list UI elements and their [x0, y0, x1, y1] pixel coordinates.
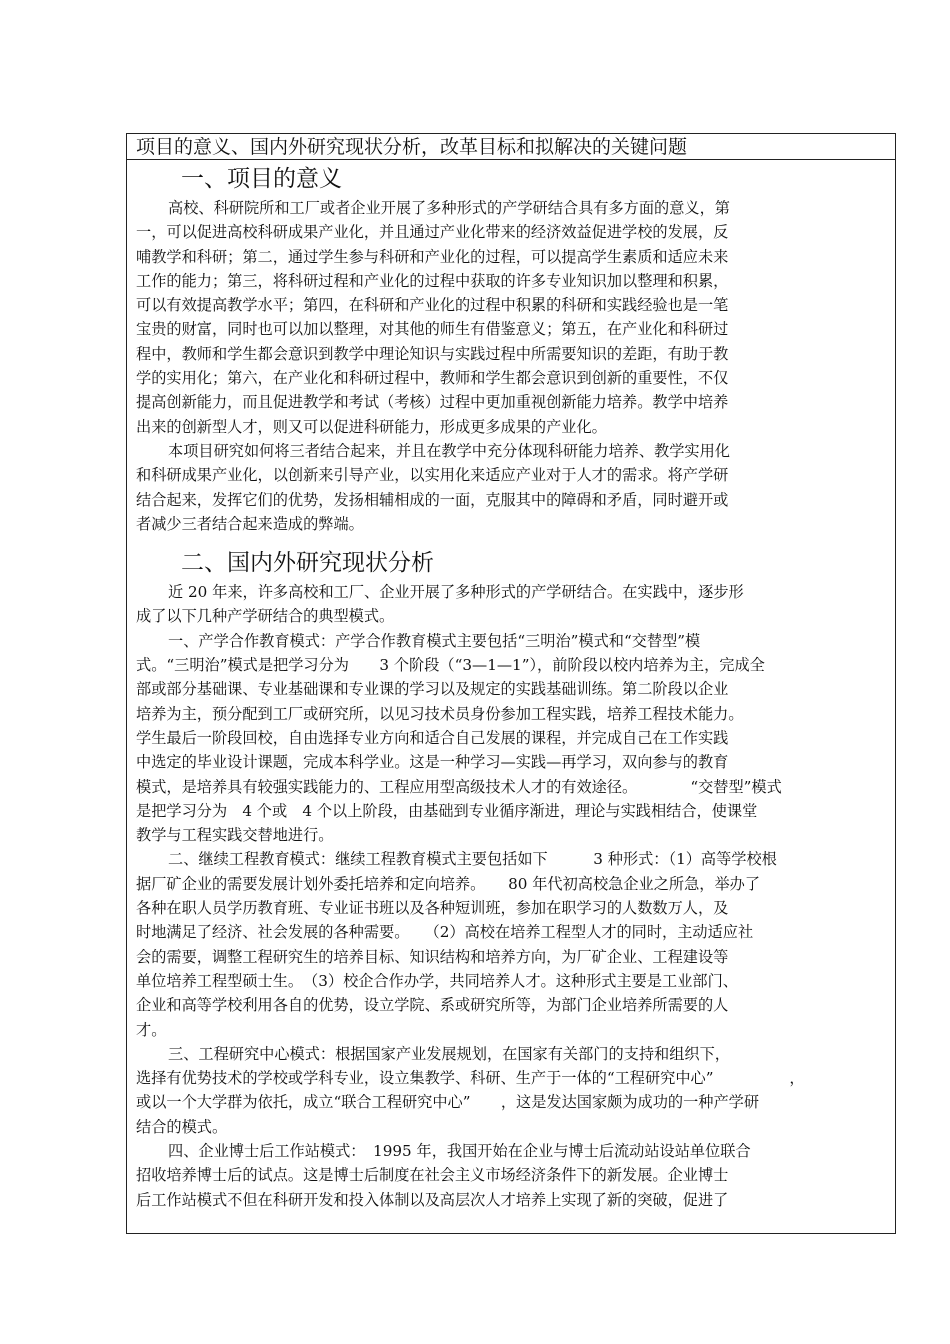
paragraph — [136, 847, 888, 1041]
paragraph-line: 单位培养工程型硕士生。 （3）校企合作办学，共同培养人才。这种形式主要是工业部门、 — [136, 971, 738, 990]
paragraph-line: 才。 — [136, 1020, 167, 1039]
paragraph-line: 后工作站模式不但在科研开发和投入体制以及高层次人才培养上实现了新的突破，促进了 — [136, 1190, 729, 1209]
paragraph-line: 选择有优势技术的学校或学科专业，设立集教学、科研、生产于一体的“工程研究中心” ， — [136, 1069, 805, 1088]
paragraph-line: 据厂矿企业的需要发展计划外委托培养和定向培养。 80 年代初高校急企业之所急，举办了 — [136, 874, 761, 893]
paragraph-line: 中选定的毕业设计课题，完成本科学业。这是一种学习—实践—再学习，双向参与的教育 — [136, 753, 729, 772]
section-title-2: 二、国内外研究现状分析 — [181, 550, 434, 577]
paragraph-line: 招收培养博士后的试点。这是博士后制度在社会主义市场经济条件下的新发展。企业博士 — [136, 1166, 729, 1185]
paragraph-line: 模式，是培养具有较强实践能力的、工程应用型高级技术人才的有效途径。 “交替型”模式 — [136, 777, 782, 796]
paragraph-line: 结合的模式。 — [136, 1117, 228, 1136]
paragraph — [136, 1042, 888, 1139]
table-header: 项目的意义、国内外研究现状分析，改革目标和拟解决的关键问题 — [136, 136, 688, 158]
paragraph — [136, 439, 888, 536]
paragraph-line: 高校、科研院所和工厂或者企业开展了多种形式的产学研结合具有多方面的意义，第 — [168, 199, 730, 217]
paragraph — [136, 580, 888, 629]
paragraph-line: 成了以下几种产学研结合的典型模式。 — [136, 607, 395, 626]
paragraph-line: 一、产学合作教育模式：产学合作教育模式主要包括“三明治”模式和“交替型”模 — [168, 631, 701, 650]
paragraph-line: 二、继续工程教育模式：继续工程教育模式主要包括如下 3 种形式：（1）高等学校根 — [168, 850, 777, 869]
paragraph — [136, 196, 888, 439]
paragraph-line: 培养为主，预分配到工厂或研究所，以见习技术员身份参加工程实践，培养工程技术能力。 — [136, 704, 744, 723]
paragraph-line: 四、企业博士后工作站模式： 1995 年，我国开始在企业与博士后流动站设站单位联合 — [168, 1141, 751, 1160]
header-divider — [127, 159, 895, 160]
paragraph-line: 近 20 年来，许多高校和工厂、企业开展了多种形式的产学研结合。在实践中，逐步形 — [168, 583, 744, 602]
section-title-1: 一、项目的意义 — [181, 166, 342, 192]
paragraph-line: 工作的能力；第三，将科研过程和产业化的过程中获取的许多专业知识加以整理和积累， — [136, 271, 729, 290]
paragraph-line: 宝贵的财富，同时也可以加以整理，对其他的师生有借鉴意义；第五，在产业化和科研过 — [136, 320, 729, 339]
paragraph-line: 式。“三明治”模式是把学习分为 3 个阶段（“3—1—1”），前阶段以校内培养为主，完成全 — [136, 656, 765, 675]
paragraph-line: 各种在职人员学历教育班、专业证书班以及各种短训班，参加在职学习的人数数万人，及 — [136, 899, 729, 918]
paragraph-line: 一，可以促进高校科研成果产业化，并且通过产业化带来的经济效益促进学校的发展，反 — [136, 223, 729, 242]
paragraph-line: 时地满足了经济、社会发展的各种需要。 （2）高校在培养工程型人才的同时，主动适应社 — [136, 923, 754, 942]
paragraph-line: 结合起来，发挥它们的优势，发扬相辅相成的一面，克服其中的障碍和矛盾，同时避开或 — [136, 490, 729, 509]
paragraph-line: 程中，教师和学生都会意识到教学中理论知识与实践过程中所需要知识的差距，有助于教 — [136, 344, 729, 363]
document-table — [126, 133, 896, 1234]
paragraph-line: 或以一个大学群为依托，成立“联合工程研究中心” ，这是发达国家颇为成功的一种产学研 — [136, 1093, 760, 1112]
paragraph-line: 部或部分基础课、专业基础课和专业课的学习以及规定的实践基础训练。第二阶段以企业 — [136, 680, 729, 699]
paragraph-line: 和科研成果产业化，以创新来引导产业，以实用化来适应产业对于人才的需求。将产学研 — [136, 466, 729, 485]
paragraph-line: 是把学习分为 4 个或 4 个以上阶段，由基础到专业循序渐进，理论与实践相结合，使课堂 — [136, 801, 758, 820]
paragraph-line: 三、工程研究中心模式：根据国家产业发展规划，在国家有关部门的支持和组织下， — [168, 1044, 730, 1063]
paragraph-line: 提高创新能力，而且促进教学和考试（考核）过程中更加重视创新能力培养。教学中培养 — [136, 393, 729, 412]
paragraph — [136, 1139, 888, 1212]
paragraph — [136, 629, 888, 848]
paragraph-line: 会的需要，调整工程研究生的培养目标、知识结构和培养方向，为厂矿企业、工程建设等 — [136, 947, 729, 966]
content-cell — [136, 162, 888, 1212]
paragraph-line: 出来的创新型人才，则又可以促进科研能力，形成更多成果的产业化。 — [136, 417, 607, 436]
paragraph-line: 教学与工程实践交替地进行。 — [136, 826, 334, 845]
paragraph-line: 企业和高等学校利用各自的优势，设立学院、系或研究所等，为部门企业培养所需要的人 — [136, 996, 729, 1015]
paragraph-line: 可以有效提高教学水平；第四，在科研和产业化的过程中积累的科研和实践经验也是一笔 — [136, 296, 729, 315]
paragraph-line: 本项目研究如何将三者结合起来，并且在教学中充分体现科研能力培养、教学实用化 — [168, 441, 730, 460]
paragraph-line: 学生最后一阶段回校，自由选择专业方向和适合自己发展的课程，并完成自己在工作实践 — [136, 728, 729, 747]
paragraph-line: 者减少三者结合起来造成的弊端。 — [136, 514, 364, 533]
paragraph-line: 学的实用化；第六，在产业化和科研过程中，教师和学生都会意识到创新的重要性，不仅 — [136, 369, 729, 388]
paragraph-line: 哺教学和科研；第二，通过学生参与科研和产业化的过程，可以提高学生素质和适应未来 — [136, 247, 729, 266]
